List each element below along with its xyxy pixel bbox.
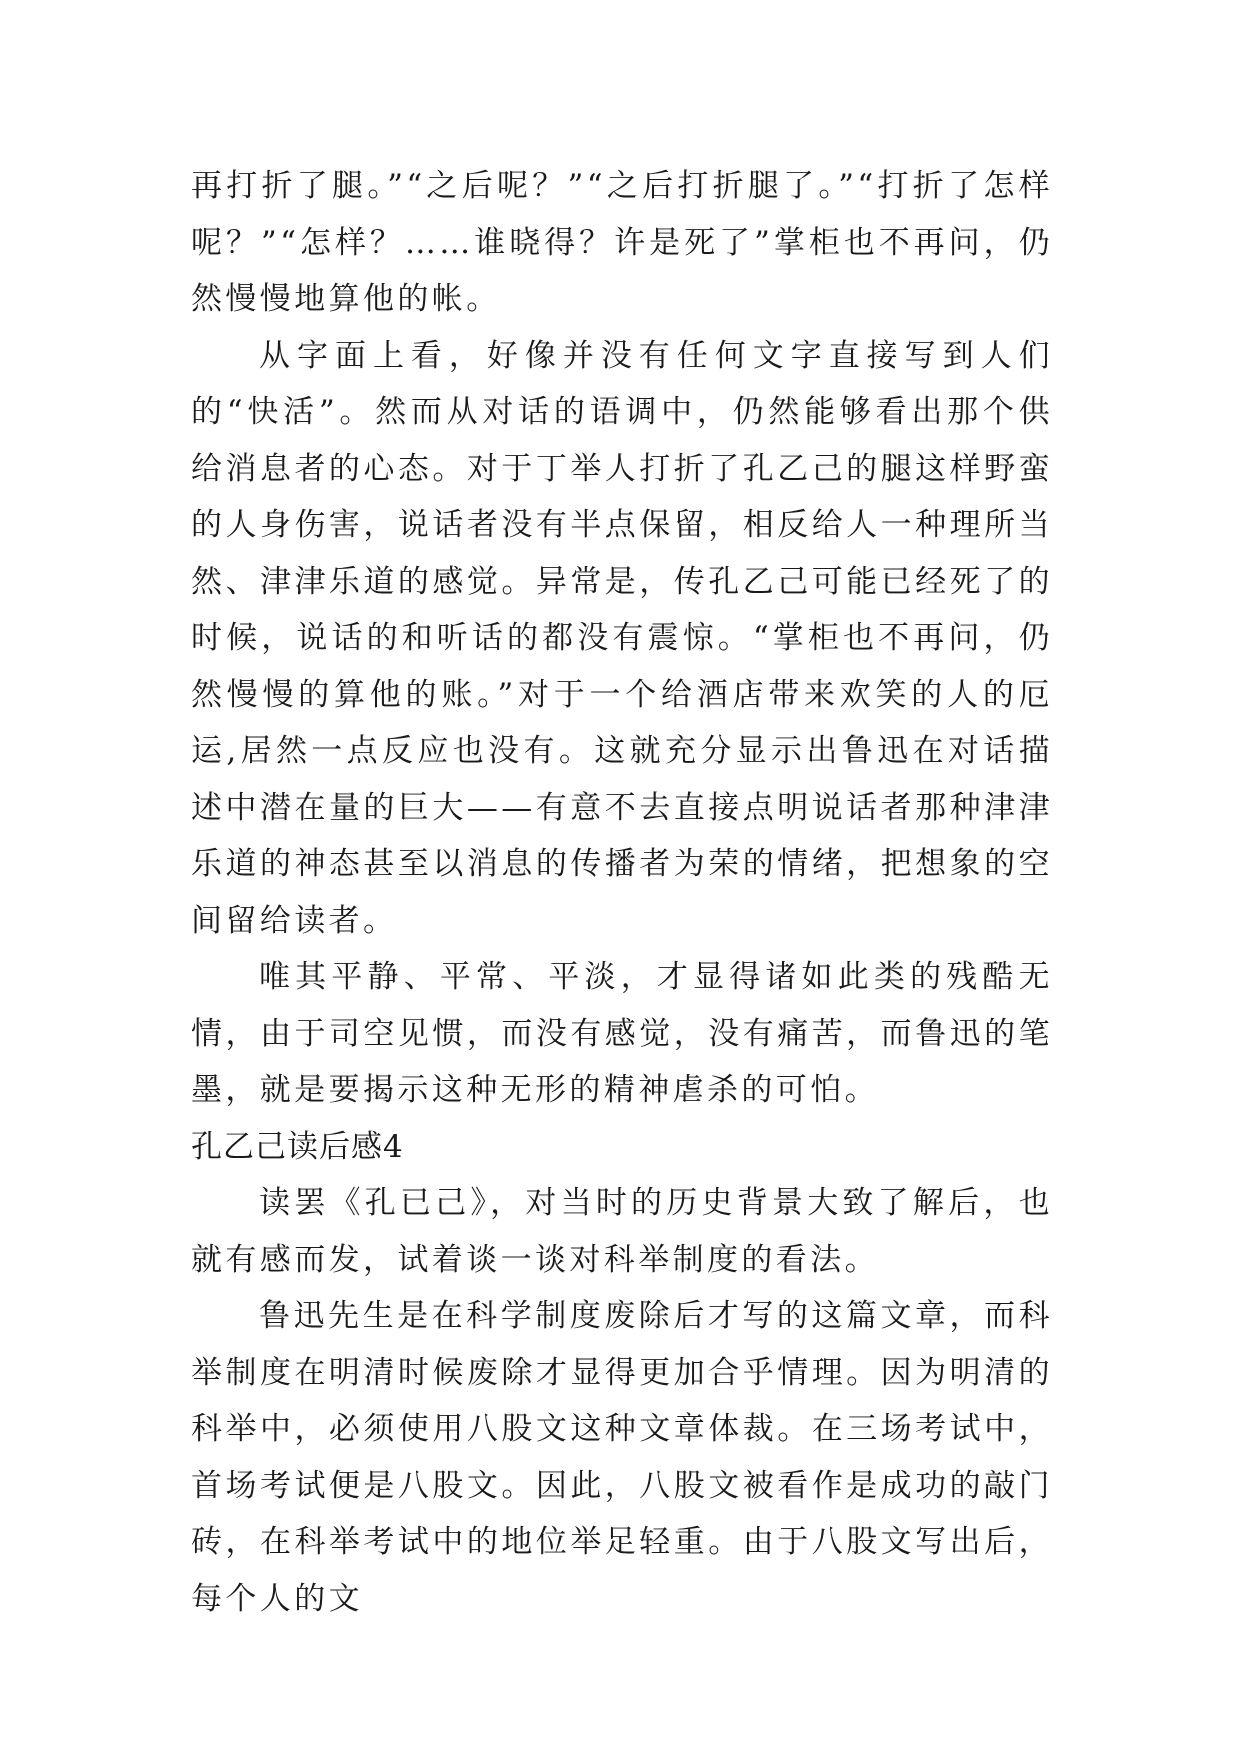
document-body	[191, 158, 1053, 1627]
paragraph: 从字面上看，好像并没有任何文字直接写到人们的“快活”。然而从对话的语调中，仍然能够看出那个供给消息者的心态。对于丁举人打折了孔乙己的腿这样野蛮的人身伤害，说话者没有半点保留，相反给人一种理所当然、津津乐道的感觉。异常是，传孔乙己可能已经死了的时候，说话的和听话的都没有震惊。“掌柜也不再问，仍然慢慢的算他的账。”对于一个给酒店带来欢笑的人的厄运,居然一点反应也没有。这就充分显示出鲁迅在对话描述中潜在量的巨大——有意不去直接点明说话者那种津津乐道的神态甚至以消息的传播者为荣的情绪，把想象的空间留给读者。	[191, 337, 1053, 939]
section-heading: 孔乙己读后感4	[191, 1128, 404, 1165]
paragraph: 唯其平静、平常、平淡，才显得诸如此类的残酷无情，由于司空见惯，而没有感觉，没有痛苦，而鲁迅的笔墨，就是要揭示这种无形的精神虐杀的可怕。	[191, 959, 1053, 1108]
paragraph: 再打折了腿。”“之后呢？”“之后打折腿了。”“打折了怎样呢？”“怎样？……谁晓得？许是死了”掌柜也不再问，仍然慢慢地算他的帐。	[191, 168, 1053, 317]
paragraph: 读罢《孔已己》，对当时的历史背景大致了解后，也就有感而发，试着谈一谈对科举制度的看法。	[191, 1185, 1053, 1278]
paragraph: 鲁迅先生是在科学制度废除后才写的这篇文章，而科举制度在明清时候废除才显得更加合乎情理。因为明清的科举中，必须使用八股文这种文章体裁。在三场考试中，首场考试便是八股文。因此，八股文被看作是成功的敲门砖，在科举考试中的地位举足轻重。由于八股文写出后，每个人的文	[191, 1298, 1053, 1617]
